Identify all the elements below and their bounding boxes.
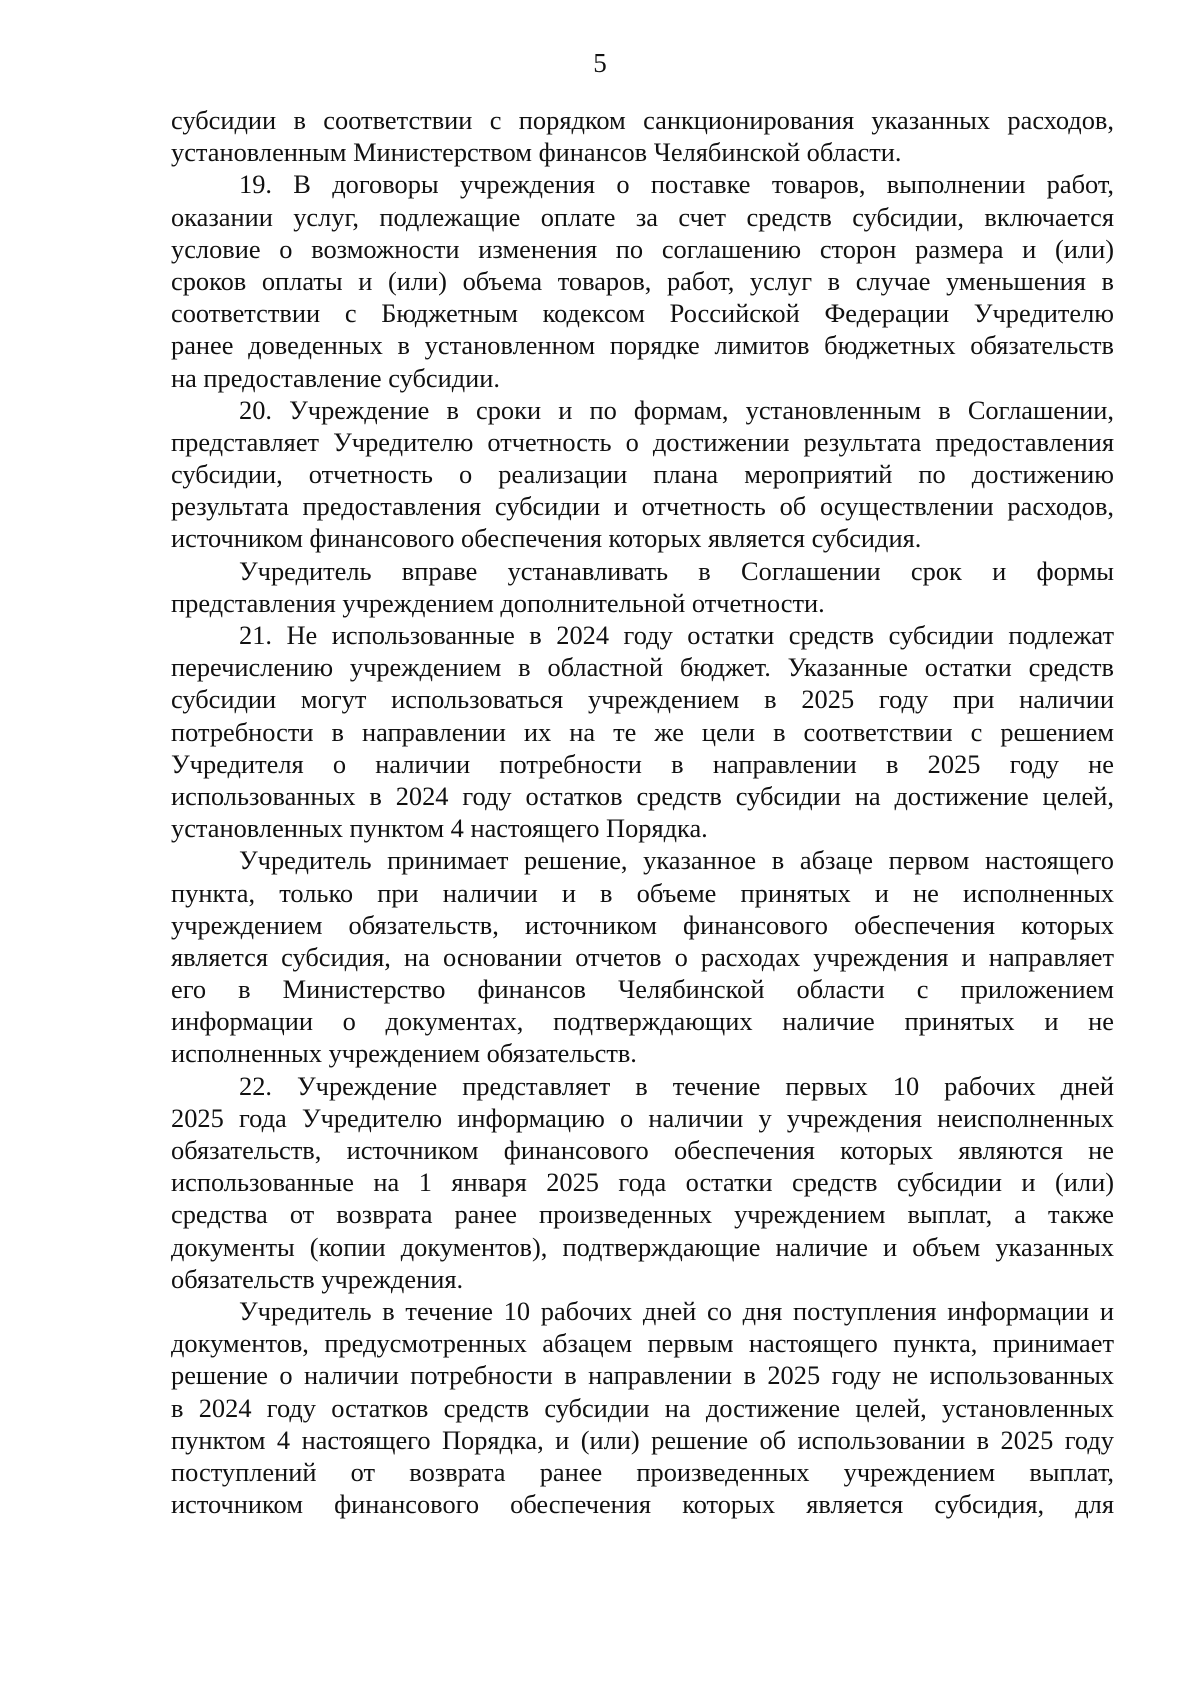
text-line: Учредитель вправе устанавливать в Соглашении срок и формы [239,555,1114,586]
text-line: перечислению учреждением в областной бюджет. Указанные остатки средств [171,652,1114,683]
text-line: средства от возврата ранее произведенных учреждением выплат, а также [171,1199,1114,1230]
text-line: Учредителя о наличии потребности в направлении в 2025 году не [171,748,1114,779]
text-line: документов, предусмотренных абзацем первым настоящего пункта, принимает [171,1328,1114,1359]
text-line: документы (копии документов), подтверждающие наличие и объем указанных [171,1231,1114,1262]
text-line: обязательств, источником финансового обеспечения которых являются не [171,1135,1114,1165]
text-line: потребности в направлении их на те же цели в соответствии с решением [171,716,1114,747]
text-line: ранее доведенных в установленном порядке лимитов бюджетных обязательств [171,330,1114,361]
text-line: учреждением обязательств, источником финансового обеспечения которых [171,909,1114,940]
text-line: представления учреждением дополнительной отчетности. [171,587,825,618]
text-line: исполненных учреждением обязательств. [171,1038,637,1069]
text-line: 22. Учреждение представляет в течение первых 10 рабочих дней [239,1070,1114,1101]
text-line: в 2024 году остатков средств субсидии на достижение целей, установленных [171,1392,1114,1423]
text-line: установленных пунктом 4 настоящего Порядка. [171,813,708,844]
text-line: 20. Учреждение в сроки и по формам, установленным в Соглашении, [239,394,1114,425]
text-line: субсидии, отчетность о реализации плана мероприятий по достижению [171,459,1114,490]
text-line: информации о документах, подтверждающих наличие принятых и не [171,1006,1114,1037]
text-line: обязательств учреждения. [171,1263,464,1294]
text-line: соответствии с Бюджетным кодексом Российской Федерации Учредителю [171,298,1114,329]
text-line: его в Министерство финансов Челябинской области с приложением [171,974,1114,1005]
text-line: пункта, только при наличии и в объеме принятых и не исполненных [171,877,1114,908]
document-body [171,104,1114,1520]
text-line: на предоставление субсидии. [171,362,500,393]
text-line: поступлений от возврата ранее произведенных учреждением выплат, [171,1456,1114,1487]
text-line: условие о возможности изменения по соглашению сторон размера и (или) [171,233,1114,264]
text-line: источником финансового обеспечения которых является субсидия, для [171,1489,1114,1520]
text-line: субсидии в соответствии с порядком санкционирования указанных расходов, [171,105,1114,135]
text-line: источником финансового обеспечения которых является субсидия. [171,523,922,554]
text-line: оказании услуг, подлежащие оплате за счет средств субсидии, включается [171,201,1114,232]
text-line: является субсидия, на основании отчетов о расходах учреждения и направляет [171,941,1114,972]
text-line: пунктом 4 настоящего Порядка, и (или) решение об использовании в 2025 году [171,1424,1114,1455]
text-line: использованные на 1 января 2025 года остатки средств субсидии и (или) [171,1167,1114,1198]
text-line: субсидии могут использоваться учреждением в 2025 году при наличии [171,684,1114,715]
text-line: 21. Не использованные в 2024 году остатки средств субсидии подлежат [239,620,1114,650]
text-line: 2025 года Учредителю информацию о наличии у учреждения неисполненных [171,1102,1114,1133]
text-line: установленным Министерством финансов Челябинской области. [171,137,902,168]
text-line: Учредитель принимает решение, указанное в абзаце первом настоящего [239,845,1114,876]
text-line: использованных в 2024 году остатков средств субсидии на достижение целей, [171,780,1114,811]
text-line: 19. В договоры учреждения о поставке товаров, выполнении работ, [239,169,1114,200]
text-line: результата предоставления субсидии и отчетность об осуществлении расходов, [171,491,1114,522]
text-line: Учредитель в течение 10 рабочих дней со дня поступления информации и [239,1295,1114,1326]
text-line: решение о наличии потребности в направлении в 2025 году не использованных [171,1360,1114,1391]
page-number: 5 [593,48,607,78]
text-line: представляет Учредителю отчетность о достижении результата предоставления [171,426,1114,457]
text-line: сроков оплаты и (или) объема товаров, работ, услуг в случае уменьшения в [171,265,1114,296]
